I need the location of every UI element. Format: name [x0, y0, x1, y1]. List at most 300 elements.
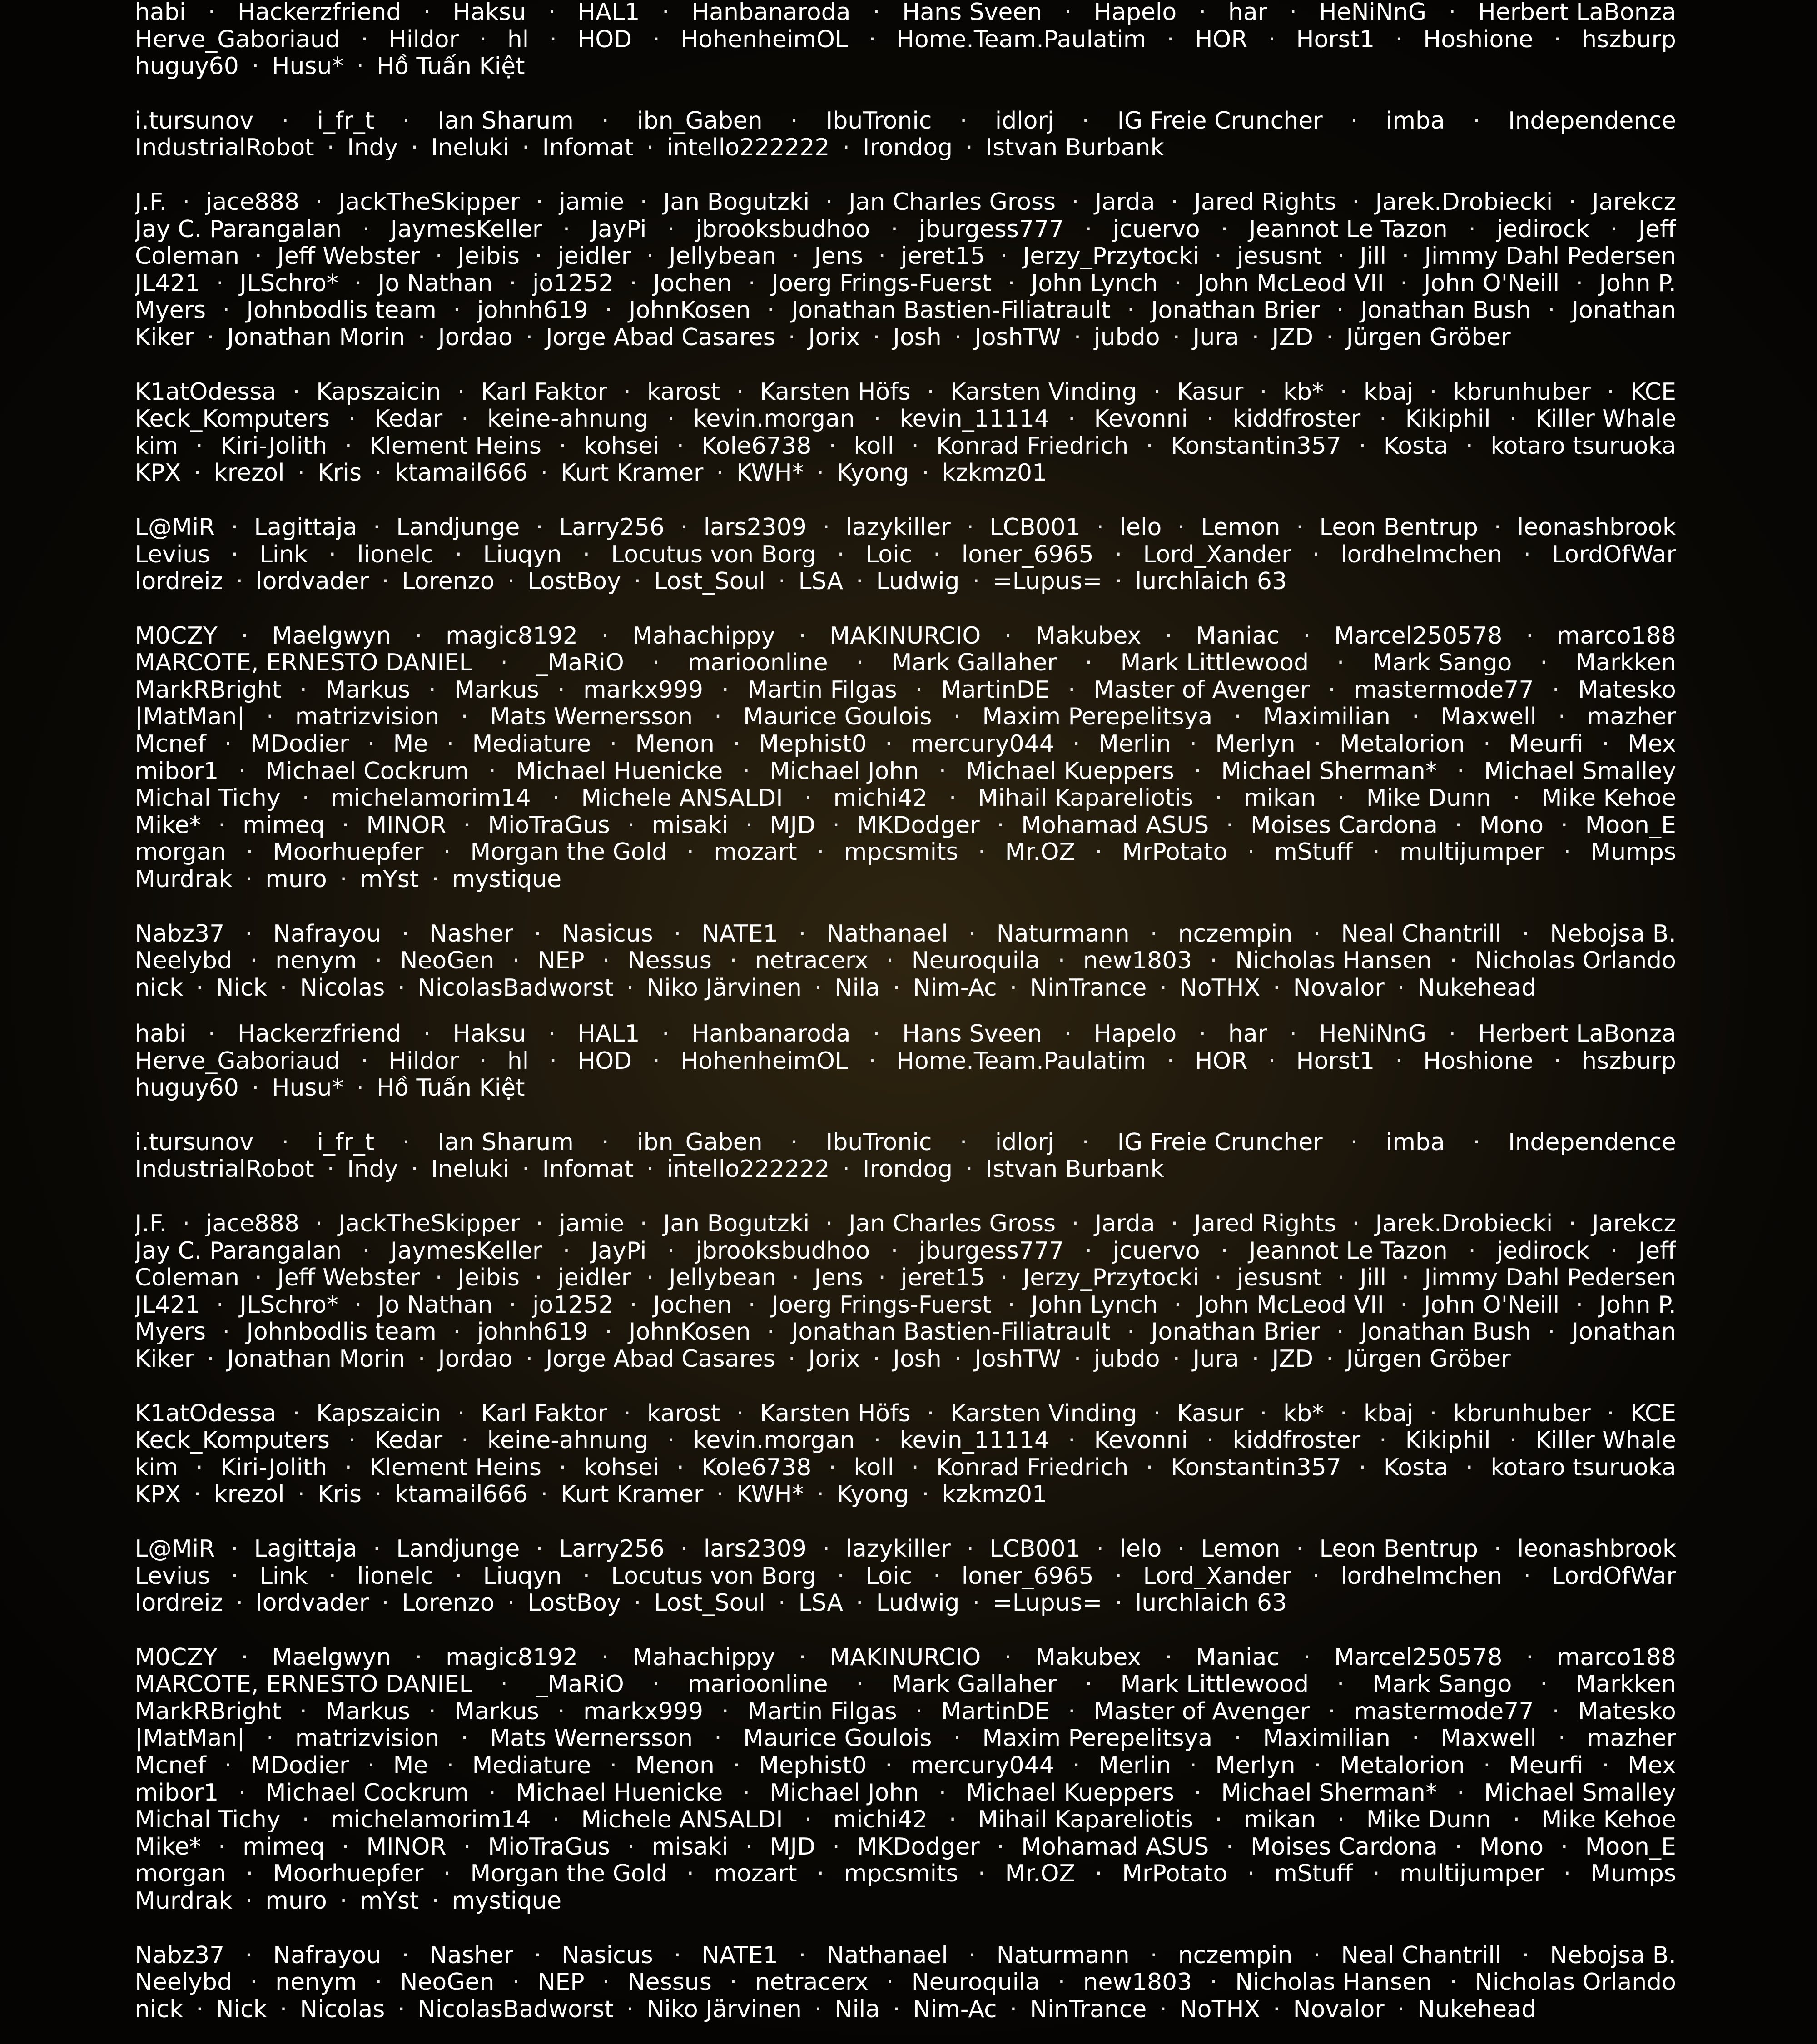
contributor-name: JoshTW: [974, 323, 1061, 351]
credits-line: [135, 1400, 1676, 1428]
name-separator: ·: [1395, 25, 1403, 53]
contributor-name: Nim-Ac: [913, 1995, 997, 2023]
contributor-name: habi: [135, 0, 186, 26]
contributor-name: Michael Cockrum: [265, 1779, 469, 1806]
contributor-name: lordhelmchen: [1340, 541, 1503, 568]
name-separator: ·: [1328, 676, 1336, 704]
contributor-name: multijumper: [1400, 838, 1544, 866]
contributor-name: Johnbodlis team: [246, 1318, 437, 1346]
contributor-name: lars2309: [703, 513, 807, 541]
contributor-name: Leon Bentrup: [1319, 513, 1479, 541]
contributor-name: JohnKosen: [629, 297, 751, 324]
contributor-name: MDodier: [250, 730, 349, 758]
credits-group-h: [135, 0, 1676, 80]
contributor-name: Jeannot Le Tazon: [1249, 215, 1448, 243]
name-separator: ·: [479, 25, 487, 53]
contributor-name: MAKINURCIO: [829, 1643, 981, 1671]
name-separator: ·: [328, 1562, 337, 1590]
contributor-name: nick: [135, 1995, 184, 2023]
name-separator: ·: [1226, 1833, 1234, 1860]
contributor-name: Lost_Soul: [654, 568, 765, 595]
contributor-name: Master of Avenger: [1093, 1697, 1310, 1725]
contributor-name: Kevonni: [1094, 1427, 1188, 1454]
contributor-name: mozart: [714, 1860, 797, 1888]
contributor-name: Moon_E: [1585, 811, 1676, 839]
name-separator: ·: [446, 1752, 454, 1780]
name-separator: ·: [730, 1969, 737, 1996]
contributor-name: Maxwell: [1440, 703, 1537, 731]
name-separator: ·: [454, 541, 462, 568]
contributor-name: IG Freie Cruncher: [1117, 1128, 1323, 1156]
name-separator: ·: [629, 269, 637, 297]
name-separator: ·: [1337, 784, 1345, 812]
credits-line: [135, 1048, 1676, 1075]
contributor-name: jamie: [559, 1210, 624, 1237]
name-separator: ·: [1194, 1779, 1201, 1806]
credits-line: [135, 1942, 1676, 1970]
contributor-name: kbaj: [1363, 378, 1414, 406]
contributor-name: kohsei: [583, 432, 660, 460]
contributor-name: kiddfroster: [1232, 1427, 1361, 1454]
name-separator: ·: [1401, 1264, 1410, 1292]
credits-line: [135, 189, 1676, 216]
contributor-name: marco188: [1557, 1643, 1676, 1671]
contributor-name: Murdrak: [135, 866, 233, 893]
contributor-name: kzkmz01: [942, 459, 1048, 487]
credits-line: [135, 216, 1676, 243]
name-separator: ·: [742, 757, 750, 785]
name-separator: ·: [686, 1860, 695, 1888]
credits-line: [135, 975, 1676, 1002]
contributor-name: LCB001: [989, 513, 1081, 541]
name-separator: ·: [245, 1941, 253, 1969]
name-separator: ·: [557, 676, 565, 704]
contributor-name: Markken: [1575, 1671, 1676, 1698]
name-separator: ·: [1064, 0, 1072, 26]
contributor-name: mStuff: [1274, 838, 1353, 866]
contributor-name: KWH*: [736, 1481, 804, 1508]
contributor-name: Indy: [347, 1156, 398, 1183]
name-separator: ·: [1610, 215, 1618, 243]
name-separator: ·: [968, 1941, 976, 1969]
contributor-name: kim: [135, 432, 179, 460]
contributor-name: new1803: [1083, 947, 1192, 975]
name-separator: ·: [1127, 1318, 1135, 1346]
contributor-name: Killer Whale: [1535, 1427, 1676, 1454]
name-separator: ·: [1372, 1860, 1380, 1888]
contributor-name: Me: [393, 1752, 428, 1780]
contributor-name: Maxwell: [1440, 1725, 1537, 1752]
name-separator: ·: [218, 811, 226, 839]
contributor-name: IG Freie Cruncher: [1117, 107, 1323, 134]
name-separator: ·: [788, 323, 796, 351]
name-separator: ·: [297, 459, 305, 487]
contributor-name: Kevonni: [1094, 405, 1188, 433]
contributor-name: IbuTronic: [826, 107, 932, 134]
name-separator: ·: [1067, 676, 1076, 704]
contributor-name: netracerx: [755, 947, 869, 975]
name-separator: ·: [354, 269, 362, 297]
contributor-name: Neal Chantrill: [1341, 920, 1502, 948]
contributor-name: mystique: [452, 866, 562, 893]
name-separator: ·: [601, 622, 609, 650]
contributor-name: Nafrayou: [273, 1941, 381, 1969]
name-separator: ·: [1602, 1752, 1609, 1780]
name-separator: ·: [927, 1399, 934, 1427]
name-separator: ·: [1057, 947, 1066, 975]
name-separator: ·: [1007, 1291, 1015, 1319]
contributor-name: Mediature: [472, 1752, 591, 1780]
contributor-name: intello222222: [666, 134, 830, 162]
name-separator: ·: [536, 1210, 543, 1237]
name-separator: ·: [509, 1291, 516, 1319]
name-separator: ·: [315, 188, 323, 216]
contributor-name: Jared Rights: [1194, 1210, 1336, 1237]
contributor-name: Kole6738: [701, 432, 812, 460]
name-separator: ·: [1247, 838, 1255, 866]
name-separator: ·: [885, 1752, 893, 1780]
name-separator: ·: [1273, 1995, 1281, 2023]
name-separator: ·: [1473, 107, 1480, 134]
name-separator: ·: [1540, 649, 1548, 677]
contributor-name: Murdrak: [135, 1887, 233, 1915]
contributor-name: lordreiz: [135, 1589, 223, 1617]
name-separator: ·: [1268, 25, 1276, 53]
contributor-name: marioonline: [687, 1671, 828, 1698]
name-separator: ·: [716, 459, 724, 487]
name-separator: ·: [1412, 703, 1420, 731]
name-separator: ·: [327, 1156, 335, 1183]
name-separator: ·: [348, 405, 356, 433]
name-separator: ·: [582, 1562, 591, 1590]
contributor-name: Hồ Tuấn Kiệt: [377, 1074, 525, 1102]
contributor-name: jeret15: [901, 1264, 985, 1292]
credits-line: [135, 1454, 1676, 1482]
name-separator: ·: [1554, 25, 1561, 53]
name-separator: ·: [837, 1562, 845, 1590]
name-separator: ·: [627, 1833, 635, 1860]
contributor-name: Kapszaicin: [316, 1399, 441, 1427]
name-separator: ·: [1234, 1725, 1241, 1752]
name-separator: ·: [1000, 243, 1008, 270]
name-separator: ·: [730, 947, 737, 975]
name-separator: ·: [1465, 432, 1474, 460]
contributor-name: Jonathan Bush: [1360, 297, 1531, 324]
contributor-name: HOD: [577, 25, 632, 53]
contributor-name: Michael John: [769, 1779, 919, 1806]
name-separator: ·: [661, 1021, 670, 1047]
name-separator: ·: [1547, 297, 1555, 324]
name-separator: ·: [959, 107, 968, 134]
contributor-name: Jonathan Bush: [1360, 1318, 1531, 1346]
name-separator: ·: [933, 541, 941, 568]
contributor-name: Kasur: [1177, 378, 1244, 406]
contributor-name: Merlyn: [1215, 1752, 1296, 1780]
credits-line: [135, 1211, 1676, 1238]
name-separator: ·: [443, 1860, 451, 1888]
name-separator: ·: [402, 1128, 410, 1156]
contributor-name: Jay C. Parangalan: [135, 1237, 342, 1265]
name-separator: ·: [1172, 323, 1181, 351]
name-separator: ·: [686, 838, 695, 866]
contributor-name: mYst: [360, 866, 419, 893]
contributor-name: kbaj: [1363, 1399, 1414, 1427]
name-separator: ·: [893, 1995, 900, 2023]
name-separator: ·: [1068, 405, 1076, 433]
contributor-name: Markus: [325, 1697, 411, 1725]
contributor-name: kbrunhuber: [1453, 378, 1591, 406]
name-separator: ·: [435, 243, 443, 270]
credits-group-h: [135, 1021, 1676, 1102]
contributor-name: NoTHX: [1179, 1995, 1261, 2023]
name-separator: ·: [235, 1589, 243, 1617]
contributor-name: Mihail Kapareliotis: [978, 1806, 1193, 1834]
contributor-name: Independence: [1508, 107, 1676, 134]
contributor-name: JZD: [1272, 323, 1314, 351]
name-separator: ·: [1114, 1562, 1122, 1590]
credits-line: [135, 1698, 1676, 1726]
contributor-name: hszburp: [1582, 25, 1676, 53]
name-separator: ·: [1084, 1237, 1092, 1265]
name-separator: ·: [856, 1589, 864, 1617]
contributor-name: Makubex: [1035, 1643, 1142, 1671]
name-separator: ·: [297, 1481, 305, 1508]
contributor-name: i.tursunov: [135, 1128, 254, 1156]
contributor-name: jedirock: [1496, 215, 1590, 243]
contributor-name: Karl Faktor: [481, 378, 607, 406]
name-separator: ·: [1602, 730, 1609, 758]
name-separator: ·: [251, 53, 259, 80]
contributor-name: misaki: [651, 811, 729, 839]
contributor-name: Irondog: [863, 134, 953, 162]
contributor-name: John McLeod VII: [1197, 269, 1384, 297]
contributor-name: Meurfi: [1509, 730, 1584, 758]
name-separator: ·: [873, 0, 880, 26]
name-separator: ·: [254, 243, 262, 270]
name-separator: ·: [1328, 1697, 1336, 1725]
contributor-name: John Lynch: [1031, 1291, 1158, 1319]
contributor-name: ibn_Gaben: [637, 107, 763, 134]
contributor-name: nczempin: [1178, 920, 1293, 948]
name-separator: ·: [1352, 1210, 1360, 1237]
contributor-name: loner_6965: [961, 1562, 1094, 1590]
contributor-name: Nebojsa B.: [1550, 1941, 1676, 1969]
name-separator: ·: [714, 703, 722, 731]
credits-line: [135, 108, 1676, 135]
name-separator: ·: [196, 974, 204, 1002]
contributor-name: Locutus von Borg: [611, 541, 816, 568]
contributor-name: idlorj: [995, 1128, 1054, 1156]
contributor-name: Hoshione: [1423, 25, 1534, 53]
contributor-name: Makubex: [1035, 622, 1142, 650]
name-separator: ·: [1221, 1237, 1228, 1265]
credits-line: [135, 1888, 1676, 1915]
contributor-name: Nukehead: [1417, 1995, 1537, 2023]
credits-line: [135, 1806, 1676, 1834]
name-separator: ·: [454, 1562, 462, 1590]
name-separator: ·: [1234, 703, 1241, 731]
credits-group-j: [135, 189, 1676, 352]
contributor-name: kbrunhuber: [1453, 1399, 1591, 1427]
contributor-name: i_fr_t: [317, 1128, 375, 1156]
contributor-name: Mike Kehoe: [1541, 1806, 1676, 1834]
contributor-name: Loic: [865, 541, 913, 568]
contributor-name: Jura: [1193, 1345, 1239, 1373]
name-separator: ·: [1448, 1021, 1456, 1047]
name-separator: ·: [235, 568, 243, 595]
contributor-name: mStuff: [1274, 1860, 1353, 1888]
name-separator: ·: [1607, 378, 1614, 406]
contributor-name: koll: [854, 432, 894, 460]
name-separator: ·: [832, 811, 840, 839]
name-separator: ·: [344, 432, 352, 460]
name-separator: ·: [222, 1318, 230, 1346]
name-separator: ·: [1167, 1047, 1175, 1075]
name-separator: ·: [736, 378, 744, 406]
contributor-name: Metalorion: [1339, 1752, 1465, 1780]
name-separator: ·: [367, 730, 375, 758]
contributor-name: Jan Bogutzki: [663, 188, 810, 216]
name-separator: ·: [1259, 1399, 1267, 1427]
name-separator: ·: [680, 513, 688, 541]
name-separator: ·: [814, 1995, 822, 2023]
contributor-name: michelamorim14: [331, 784, 531, 812]
name-separator: ·: [507, 568, 515, 595]
name-separator: ·: [767, 297, 775, 324]
contributor-name: Larry256: [559, 1535, 665, 1563]
contributor-name: Maximilian: [1263, 1725, 1390, 1752]
contributor-name: Matesko: [1578, 1697, 1676, 1725]
contributor-name: LCB001: [989, 1535, 1081, 1563]
contributor-name: Michael Kueppers: [966, 757, 1175, 785]
contributor-name: koll: [854, 1454, 894, 1481]
name-separator: ·: [968, 920, 976, 948]
name-separator: ·: [714, 1725, 722, 1752]
contributor-name: jeidler: [557, 1264, 631, 1292]
name-separator: ·: [535, 1264, 542, 1292]
name-separator: ·: [1198, 1021, 1206, 1047]
contributor-name: lelo: [1119, 513, 1162, 541]
contributor-name: huguy60: [135, 53, 239, 80]
credits-line: [135, 1156, 1676, 1183]
contributor-name: L@MiR: [135, 1535, 215, 1563]
name-separator: ·: [1194, 757, 1201, 785]
contributor-name: mastermode77: [1354, 1697, 1534, 1725]
contributor-name: michi42: [833, 1806, 928, 1834]
name-separator: ·: [1009, 1995, 1018, 2023]
contributor-name: Jarekcz: [1592, 1210, 1676, 1237]
name-separator: ·: [1336, 649, 1345, 677]
credits-line: [135, 1590, 1676, 1617]
name-separator: ·: [1336, 1318, 1344, 1346]
name-separator: ·: [633, 568, 641, 595]
contributor-name: har: [1228, 1021, 1267, 1047]
contributor-name: johnh619: [477, 297, 588, 324]
name-separator: ·: [667, 1427, 675, 1454]
contributor-name: Haksu: [452, 1021, 526, 1047]
name-separator: ·: [745, 811, 753, 839]
name-separator: ·: [356, 1074, 364, 1102]
name-separator: ·: [245, 920, 253, 948]
contributor-name: HohenheimOL: [680, 25, 848, 53]
name-separator: ·: [742, 1779, 750, 1806]
contributor-name: Mark Sango: [1372, 1671, 1512, 1698]
name-separator: ·: [1206, 1427, 1214, 1454]
name-separator: ·: [1336, 1671, 1345, 1698]
name-separator: ·: [609, 1752, 617, 1780]
contributor-name: kevin_11114: [899, 1427, 1050, 1454]
name-separator: ·: [1247, 1860, 1255, 1888]
name-separator: ·: [1153, 378, 1161, 406]
contributor-name: lurchlaich 63: [1135, 1589, 1287, 1617]
contributor-name: Liuqyn: [483, 1562, 562, 1590]
contributor-name: Mike*: [135, 1833, 201, 1860]
credits-line: [135, 1427, 1676, 1454]
contributor-name: lordvader: [256, 1589, 369, 1617]
contributor-name: Lemon: [1201, 513, 1281, 541]
name-separator: ·: [829, 432, 837, 460]
contributor-name: Joerg Frings-Fuerst: [771, 269, 992, 297]
contributor-name: Nabz37: [135, 1941, 225, 1969]
contributor-name: Nathanael: [826, 1941, 948, 1969]
contributor-name: jesusnt: [1237, 243, 1322, 270]
name-separator: ·: [428, 676, 436, 704]
name-separator: ·: [804, 1806, 812, 1834]
contributor-name: Kyong: [837, 459, 909, 487]
contributor-name: Marcel250578: [1334, 622, 1503, 650]
name-separator: ·: [1057, 1969, 1066, 1996]
credits-line: [135, 297, 1676, 324]
contributor-name: MARCOTE, ERNESTO DANIEL: [135, 1671, 472, 1698]
contributor-name: Irondog: [863, 1156, 953, 1183]
name-separator: ·: [814, 974, 822, 1002]
contributor-name: Karsten Höfs: [760, 1399, 911, 1427]
contributor-name: Nessus: [627, 947, 712, 975]
name-separator: ·: [1522, 1941, 1529, 1969]
credits-line: [135, 1969, 1676, 1996]
name-separator: ·: [507, 1589, 515, 1617]
contributor-name: JLSchro*: [239, 1291, 338, 1319]
name-separator: ·: [279, 974, 288, 1002]
contributor-name: HOR: [1195, 1047, 1248, 1075]
contributor-name: Jeibis: [457, 1264, 520, 1292]
contributor-name: Jimmy Dahl Pedersen: [1424, 1264, 1676, 1292]
contributor-name: John P.: [1599, 1291, 1676, 1319]
name-separator: ·: [302, 1806, 310, 1834]
name-separator: ·: [1172, 1345, 1181, 1373]
contributor-name: NATE1: [701, 920, 778, 948]
name-separator: ·: [1313, 1941, 1321, 1969]
name-separator: ·: [208, 1021, 216, 1047]
name-separator: ·: [623, 378, 631, 406]
name-separator: ·: [1412, 1725, 1420, 1752]
name-separator: ·: [652, 1047, 660, 1075]
contributor-name: Locutus von Borg: [611, 1562, 816, 1590]
contributor-name: Neelybd: [135, 947, 233, 975]
contributor-name: lelo: [1119, 1535, 1162, 1563]
contributor-name: Jo Nathan: [378, 1291, 493, 1319]
contributor-name: Istvan Burbank: [985, 134, 1164, 162]
name-separator: ·: [878, 1264, 886, 1292]
contributor-name: IbuTronic: [826, 1128, 932, 1156]
contributor-name: krezol: [213, 1481, 285, 1508]
name-separator: ·: [374, 947, 382, 975]
contributor-name: Independence: [1508, 1128, 1676, 1156]
contributor-name: Hans Sveen: [902, 0, 1043, 26]
contributor-name: huguy60: [135, 1074, 239, 1102]
contributor-name: Indy: [347, 134, 398, 162]
contributor-name: mibor1: [135, 757, 219, 785]
